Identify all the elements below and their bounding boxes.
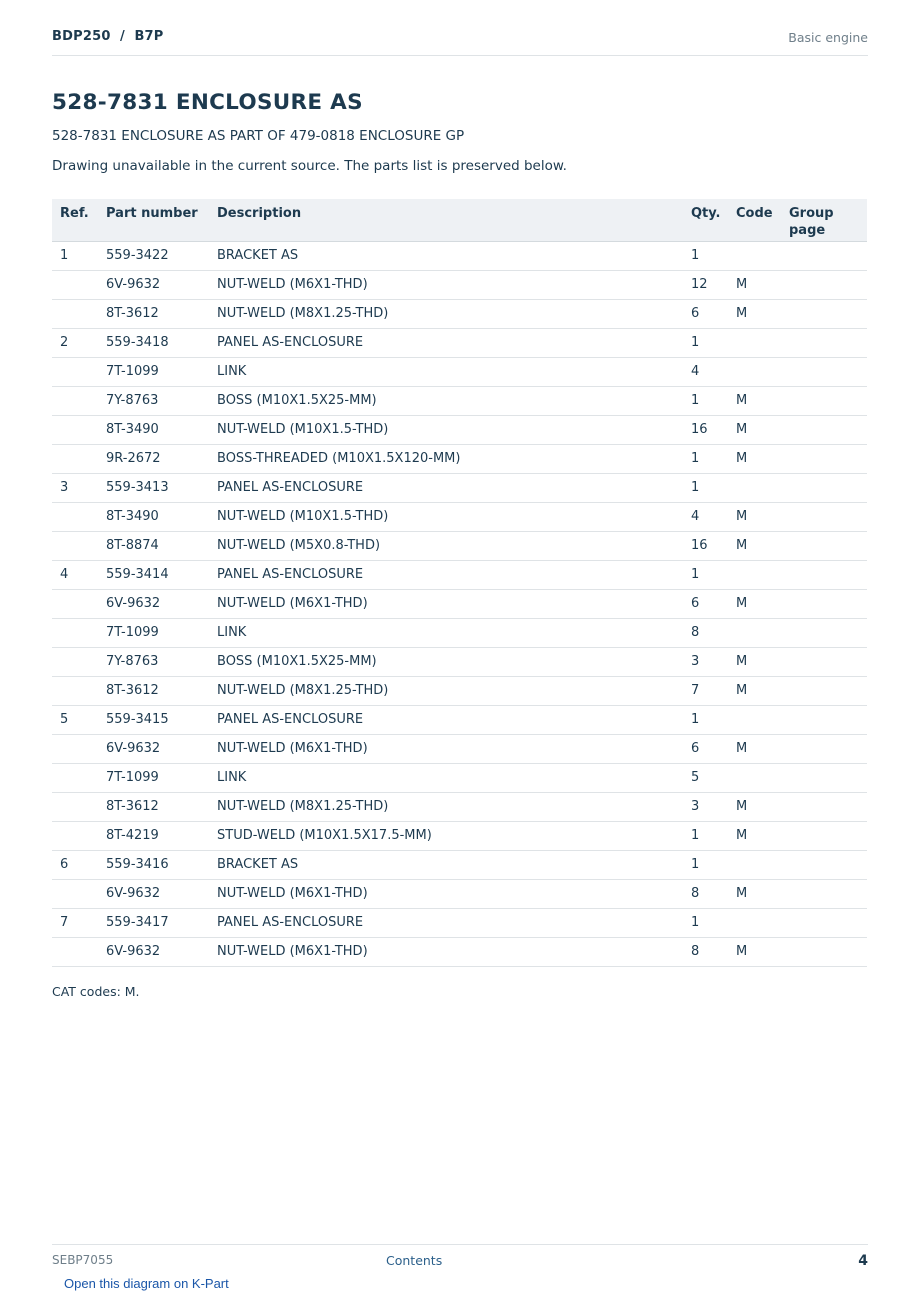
- group-page-cell: [781, 705, 867, 734]
- group-page-cell: [781, 270, 867, 299]
- part-number-cell: 559-3415: [98, 705, 209, 734]
- qty-cell: 1: [683, 850, 728, 879]
- group-page-cell: [781, 647, 867, 676]
- ref-cell: 1: [52, 241, 98, 270]
- prefix-label: B7P: [134, 29, 164, 44]
- qty-cell: 6: [683, 589, 728, 618]
- code-cell: [728, 850, 781, 879]
- part-number-cell: 7Y-8763: [98, 647, 209, 676]
- description-cell: NUT-WELD (M10X1.5-THD): [209, 502, 683, 531]
- qty-cell: 8: [683, 879, 728, 908]
- code-cell: [728, 560, 781, 589]
- qty-cell: 4: [683, 357, 728, 386]
- code-cell: M: [728, 502, 781, 531]
- page-title: 528-7831 ENCLOSURE AS: [52, 90, 363, 115]
- description-cell: BRACKET AS: [209, 241, 683, 270]
- part-number-cell: 559-3413: [98, 473, 209, 502]
- table-row: [52, 444, 867, 473]
- group-page-cell: [781, 618, 867, 647]
- part-number-cell: 6V-9632: [98, 937, 209, 966]
- qty-cell: 5: [683, 763, 728, 792]
- part-number-cell: 559-3414: [98, 560, 209, 589]
- group-page-cell: [781, 241, 867, 270]
- qty-cell: 16: [683, 415, 728, 444]
- contents-link[interactable]: Contents: [386, 1253, 443, 1268]
- table-row: [52, 241, 867, 270]
- code-cell: [728, 473, 781, 502]
- header-group-page: Group page: [781, 199, 867, 241]
- code-cell: M: [728, 937, 781, 966]
- qty-cell: 4: [683, 502, 728, 531]
- description-cell: LINK: [209, 763, 683, 792]
- group-page-cell: [781, 299, 867, 328]
- code-cell: M: [728, 879, 781, 908]
- code-cell: [728, 763, 781, 792]
- part-number-cell: 559-3418: [98, 328, 209, 357]
- part-number-cell: 8T-8874: [98, 531, 209, 560]
- part-number-cell: 8T-3490: [98, 502, 209, 531]
- description-cell: LINK: [209, 357, 683, 386]
- qty-cell: 16: [683, 531, 728, 560]
- part-number-cell: 7T-1099: [98, 618, 209, 647]
- qty-cell: 3: [683, 647, 728, 676]
- qty-cell: 12: [683, 270, 728, 299]
- ref-cell: 2: [52, 328, 98, 357]
- table-row: [52, 850, 867, 879]
- description-cell: NUT-WELD (M6X1-THD): [209, 734, 683, 763]
- part-number-cell: 559-3416: [98, 850, 209, 879]
- table-row: [52, 357, 867, 386]
- group-page-cell: [781, 328, 867, 357]
- group-page-cell: [781, 937, 867, 966]
- header-code: Code: [728, 199, 781, 241]
- section-name: Basic engine: [788, 30, 868, 45]
- description-cell: PANEL AS-ENCLOSURE: [209, 328, 683, 357]
- table-row: [52, 937, 867, 966]
- group-page-cell: [781, 908, 867, 937]
- ref-cell: [52, 763, 98, 792]
- group-page-cell: [781, 502, 867, 531]
- breadcrumb-separator: /: [120, 29, 125, 44]
- code-cell: M: [728, 415, 781, 444]
- document-id: SEBP7055: [52, 1253, 114, 1267]
- qty-cell: 6: [683, 734, 728, 763]
- table-header-row: [52, 199, 867, 241]
- part-number-cell: 8T-3612: [98, 792, 209, 821]
- code-cell: [728, 357, 781, 386]
- header-ref: Ref.: [52, 199, 98, 241]
- table-row: [52, 502, 867, 531]
- model-label: BDP250: [52, 29, 111, 44]
- open-k-part-link[interactable]: Open this diagram on K-Part: [64, 1276, 229, 1291]
- part-number-cell: 7Y-8763: [98, 386, 209, 415]
- ref-cell: 7: [52, 908, 98, 937]
- ref-cell: [52, 415, 98, 444]
- ref-cell: [52, 879, 98, 908]
- ref-cell: [52, 792, 98, 821]
- table-row: [52, 299, 867, 328]
- qty-cell: 7: [683, 676, 728, 705]
- page-footer: [52, 1244, 868, 1275]
- code-cell: M: [728, 647, 781, 676]
- qty-cell: 1: [683, 821, 728, 850]
- group-page-cell: [781, 850, 867, 879]
- group-page-cell: [781, 531, 867, 560]
- ref-cell: [52, 386, 98, 415]
- code-cell: M: [728, 444, 781, 473]
- ref-cell: [52, 821, 98, 850]
- table-row: [52, 821, 867, 850]
- table-row: [52, 386, 867, 415]
- code-cell: [728, 908, 781, 937]
- ref-cell: [52, 270, 98, 299]
- group-page-cell: [781, 415, 867, 444]
- ref-cell: 5: [52, 705, 98, 734]
- group-page-cell: [781, 763, 867, 792]
- code-cell: [728, 328, 781, 357]
- table-row: [52, 705, 867, 734]
- qty-cell: 1: [683, 386, 728, 415]
- description-cell: BOSS-THREADED (M10X1.5X120-MM): [209, 444, 683, 473]
- part-number-cell: 6V-9632: [98, 589, 209, 618]
- code-cell: M: [728, 676, 781, 705]
- table-row: [52, 589, 867, 618]
- ref-cell: [52, 589, 98, 618]
- description-cell: NUT-WELD (M6X1-THD): [209, 879, 683, 908]
- description-cell: NUT-WELD (M5X0.8-THD): [209, 531, 683, 560]
- header-part-number: Part number: [98, 199, 209, 241]
- ref-cell: [52, 734, 98, 763]
- qty-cell: 1: [683, 241, 728, 270]
- part-number-cell: 7T-1099: [98, 357, 209, 386]
- description-cell: BOSS (M10X1.5X25-MM): [209, 386, 683, 415]
- qty-cell: 1: [683, 444, 728, 473]
- qty-cell: 8: [683, 618, 728, 647]
- code-cell: [728, 705, 781, 734]
- table-row: [52, 879, 867, 908]
- code-cell: M: [728, 299, 781, 328]
- code-cell: [728, 241, 781, 270]
- group-page-cell: [781, 821, 867, 850]
- group-page-cell: [781, 444, 867, 473]
- ref-cell: [52, 647, 98, 676]
- description-cell: PANEL AS-ENCLOSURE: [209, 908, 683, 937]
- table-row: [52, 792, 867, 821]
- code-cell: [728, 618, 781, 647]
- group-page-cell: [781, 792, 867, 821]
- cat-codes-note: CAT codes: M.: [52, 984, 140, 999]
- ref-cell: 6: [52, 850, 98, 879]
- part-number-cell: 559-3422: [98, 241, 209, 270]
- group-page-cell: [781, 386, 867, 415]
- part-number-cell: 6V-9632: [98, 879, 209, 908]
- page-header: [52, 27, 868, 56]
- table-row: [52, 531, 867, 560]
- group-page-cell: [781, 879, 867, 908]
- part-number-cell: 6V-9632: [98, 734, 209, 763]
- ref-cell: 4: [52, 560, 98, 589]
- description-cell: STUD-WELD (M10X1.5X17.5-MM): [209, 821, 683, 850]
- group-page-cell: [781, 357, 867, 386]
- group-page-cell: [781, 560, 867, 589]
- table-row: [52, 908, 867, 937]
- ref-cell: [52, 937, 98, 966]
- part-number-cell: 8T-3490: [98, 415, 209, 444]
- description-cell: NUT-WELD (M8X1.25-THD): [209, 792, 683, 821]
- part-number-cell: 9R-2672: [98, 444, 209, 473]
- table-row: [52, 618, 867, 647]
- table-row: [52, 560, 867, 589]
- code-cell: M: [728, 792, 781, 821]
- page-subtitle: 528-7831 ENCLOSURE AS PART OF 479-0818 ENCLOSURE GP: [52, 128, 465, 144]
- ref-cell: [52, 299, 98, 328]
- code-cell: M: [728, 386, 781, 415]
- ref-cell: [52, 676, 98, 705]
- group-page-cell: [781, 734, 867, 763]
- code-cell: M: [728, 270, 781, 299]
- description-cell: BRACKET AS: [209, 850, 683, 879]
- parts-table: [52, 199, 867, 967]
- ref-cell: [52, 444, 98, 473]
- table-row: [52, 270, 867, 299]
- part-number-cell: 559-3417: [98, 908, 209, 937]
- qty-cell: 6: [683, 299, 728, 328]
- ref-cell: [52, 531, 98, 560]
- qty-cell: 1: [683, 328, 728, 357]
- description-cell: PANEL AS-ENCLOSURE: [209, 560, 683, 589]
- page-number: 4: [858, 1253, 868, 1269]
- ref-cell: [52, 618, 98, 647]
- group-page-cell: [781, 589, 867, 618]
- table-row: [52, 647, 867, 676]
- ref-cell: [52, 357, 98, 386]
- qty-cell: 8: [683, 937, 728, 966]
- code-cell: M: [728, 589, 781, 618]
- qty-cell: 3: [683, 792, 728, 821]
- qty-cell: 1: [683, 560, 728, 589]
- table-row: [52, 734, 867, 763]
- code-cell: M: [728, 734, 781, 763]
- description-cell: NUT-WELD (M8X1.25-THD): [209, 299, 683, 328]
- ref-cell: 3: [52, 473, 98, 502]
- group-page-cell: [781, 473, 867, 502]
- qty-cell: 1: [683, 473, 728, 502]
- description-cell: LINK: [209, 618, 683, 647]
- header-description: Description: [209, 199, 683, 241]
- part-number-cell: 6V-9632: [98, 270, 209, 299]
- part-number-cell: 7T-1099: [98, 763, 209, 792]
- header-qty: Qty.: [683, 199, 728, 241]
- description-cell: BOSS (M10X1.5X25-MM): [209, 647, 683, 676]
- description-cell: NUT-WELD (M6X1-THD): [209, 937, 683, 966]
- table-row: [52, 415, 867, 444]
- parts-table-body: [52, 241, 867, 966]
- code-cell: M: [728, 531, 781, 560]
- description-cell: PANEL AS-ENCLOSURE: [209, 705, 683, 734]
- table-row: [52, 763, 867, 792]
- qty-cell: 1: [683, 908, 728, 937]
- part-number-cell: 8T-3612: [98, 299, 209, 328]
- code-cell: M: [728, 821, 781, 850]
- description-cell: NUT-WELD (M8X1.25-THD): [209, 676, 683, 705]
- description-cell: PANEL AS-ENCLOSURE: [209, 473, 683, 502]
- table-row: [52, 676, 867, 705]
- description-cell: NUT-WELD (M6X1-THD): [209, 270, 683, 299]
- part-number-cell: 8T-4219: [98, 821, 209, 850]
- table-row: [52, 473, 867, 502]
- part-number-cell: 8T-3612: [98, 676, 209, 705]
- table-row: [52, 328, 867, 357]
- qty-cell: 1: [683, 705, 728, 734]
- drawing-note: Drawing unavailable in the current source. The parts list is preserved below.: [52, 158, 567, 174]
- ref-cell: [52, 502, 98, 531]
- description-cell: NUT-WELD (M10X1.5-THD): [209, 415, 683, 444]
- group-page-cell: [781, 676, 867, 705]
- breadcrumb: [52, 29, 164, 44]
- description-cell: NUT-WELD (M6X1-THD): [209, 589, 683, 618]
